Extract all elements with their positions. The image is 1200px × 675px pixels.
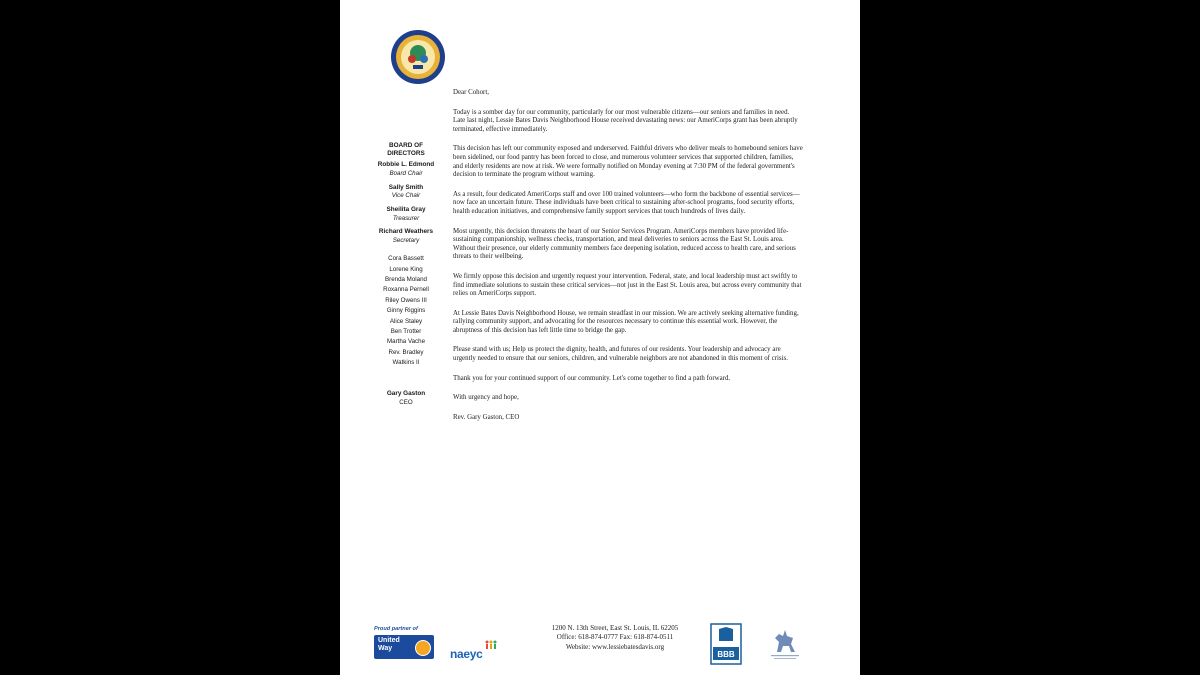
united-way-logo: United Way [374,635,434,659]
board-member: Alice Staley [389,317,423,325]
letter-paragraph: Please stand with us; Help us protect the dignity, health, and futures of our residents. Your leadership and advocacy are urgently needed to ensure that our seniors, children, and vulnerable neighbors are not abandoned in this moment of crisis. [453,346,788,363]
naeyc-wordmark: naeyc [450,647,483,661]
closing: With urgency and hope, [453,394,519,402]
contact-line: Office: 618-874-0777 Fax: 618-874-0511 [556,633,674,642]
officer-name: Robbie L. Edmond [377,161,435,169]
officer-role: Vice Chair [391,192,421,200]
board-member: Lorene King [389,265,423,273]
chamber-horse-logo [765,626,805,662]
officer-name: Sheilita Gray [386,205,426,213]
signature: Rev. Gary Gaston, CEO [453,413,520,421]
ceo-name: Gary Gaston [386,389,426,397]
letter-body [453,89,803,433]
officer-entry [358,184,454,201]
salutation: Dear Cohort, [453,89,489,96]
officer-entry [358,206,454,223]
letter-paragraph: Thank you for your continued support of our community. Let's come together to find a path forward. [453,374,731,382]
letter-paragraph: This decision has left our community exposed and underserved. Faithful drivers who deliver meals to homebound seniors have been sidelined, our food pantry has been forced to close, and numerous volunteer services that supported children, families, and elderly residents are now at risk. We were formally notified on Monday evening at 7:30 PM of the federal government's decision to terminate the program without warning. [453,145,803,179]
partner-label: Proud partner of [374,626,418,632]
officer-name: Richard Weathers [378,228,434,236]
board-member: Watkins II [392,359,420,367]
board-member: Martha Vache [386,338,426,346]
board-member: Ginny Riggins [386,307,426,315]
bbb-text: BBB [717,650,735,659]
website-line: Website: www.lessiebatesdavis.org [565,642,665,651]
officer-role: Treasurer [392,214,420,222]
footer-address [495,624,735,652]
board-member: Ben Trotter [390,328,422,336]
ceo-entry [358,389,454,408]
board-member: Rev. Bradley [388,348,424,356]
united-way-partner-badge [374,626,436,659]
board-heading: BOARD OF DIRECTORS [387,142,425,158]
board-member: Cora Bassett [388,255,424,263]
letter-paragraph: Most urgently, this decision threatens the heart of our Senior Services Program. AmeriCorps members have provided life-sustaining companionship, wellness checks, transportation, and meal deliveries to seniors across the East St. Louis area. Without their presence, our elderly community members face deepening isolation, reduced access to health care, and serious threats to their wellbeing. [453,227,796,261]
letter-paragraph: At Lessie Bates Davis Neighborhood House, we remain steadfast in our mission. We are actively seeking alternative funding, rallying community support, and advocating for the resources necessary to continue this essential work. However, the abruptness of this decision has left little time to bridge the gap. [453,309,799,334]
board-of-directors-sidebar [358,142,454,408]
board-member: Brenda Moland [385,276,427,284]
united-way-sun-icon [415,640,431,656]
officer-role: Board Chair [389,170,423,178]
letter-paragraph: As a result, four dedicated AmeriCorps staff and over 100 trained volunteers—who form the backbone of essential services—now face an uncertain future. These individuals have been critical to sustaining after-school programs, food security efforts, health education initiatives, and comprehensive family support services that touch hundreds of lives daily. [453,190,800,215]
ceo-title: CEO [399,398,413,406]
letter-paragraph: We firmly oppose this decision and urgently request your intervention. Federal, state, and local leadership must act swiftly to find immediate solutions to sustain these critical services—not just in the East St. Louis area, but across every community that relies on AmeriCorps support. [453,272,802,298]
officer-name: Sally Smith [388,183,424,191]
address-line: 1200 N. 13th Street, East St. Louis, IL 62205 [551,624,679,632]
bbb-accredited-logo [709,623,743,665]
board-members-list [358,254,454,368]
letter-paragraph: Today is a somber day for our community, particularly for our most vulnerable citizens—our seniors and families in need. Late last night, Lessie Bates Davis Neighborhood House received devastating news: our AmeriCorps grant has been abruptly terminated, effective immediately. [453,108,798,133]
officer-entry [358,161,454,178]
officer-role: Secretary [392,236,420,244]
board-member: Riley Owens III [385,296,427,304]
officer-entry [358,228,454,245]
letter-page [340,0,860,675]
board-member: Roxanna Pernell [383,286,429,294]
naeyc-logo [450,640,500,664]
organization-seal-logo [390,29,446,85]
